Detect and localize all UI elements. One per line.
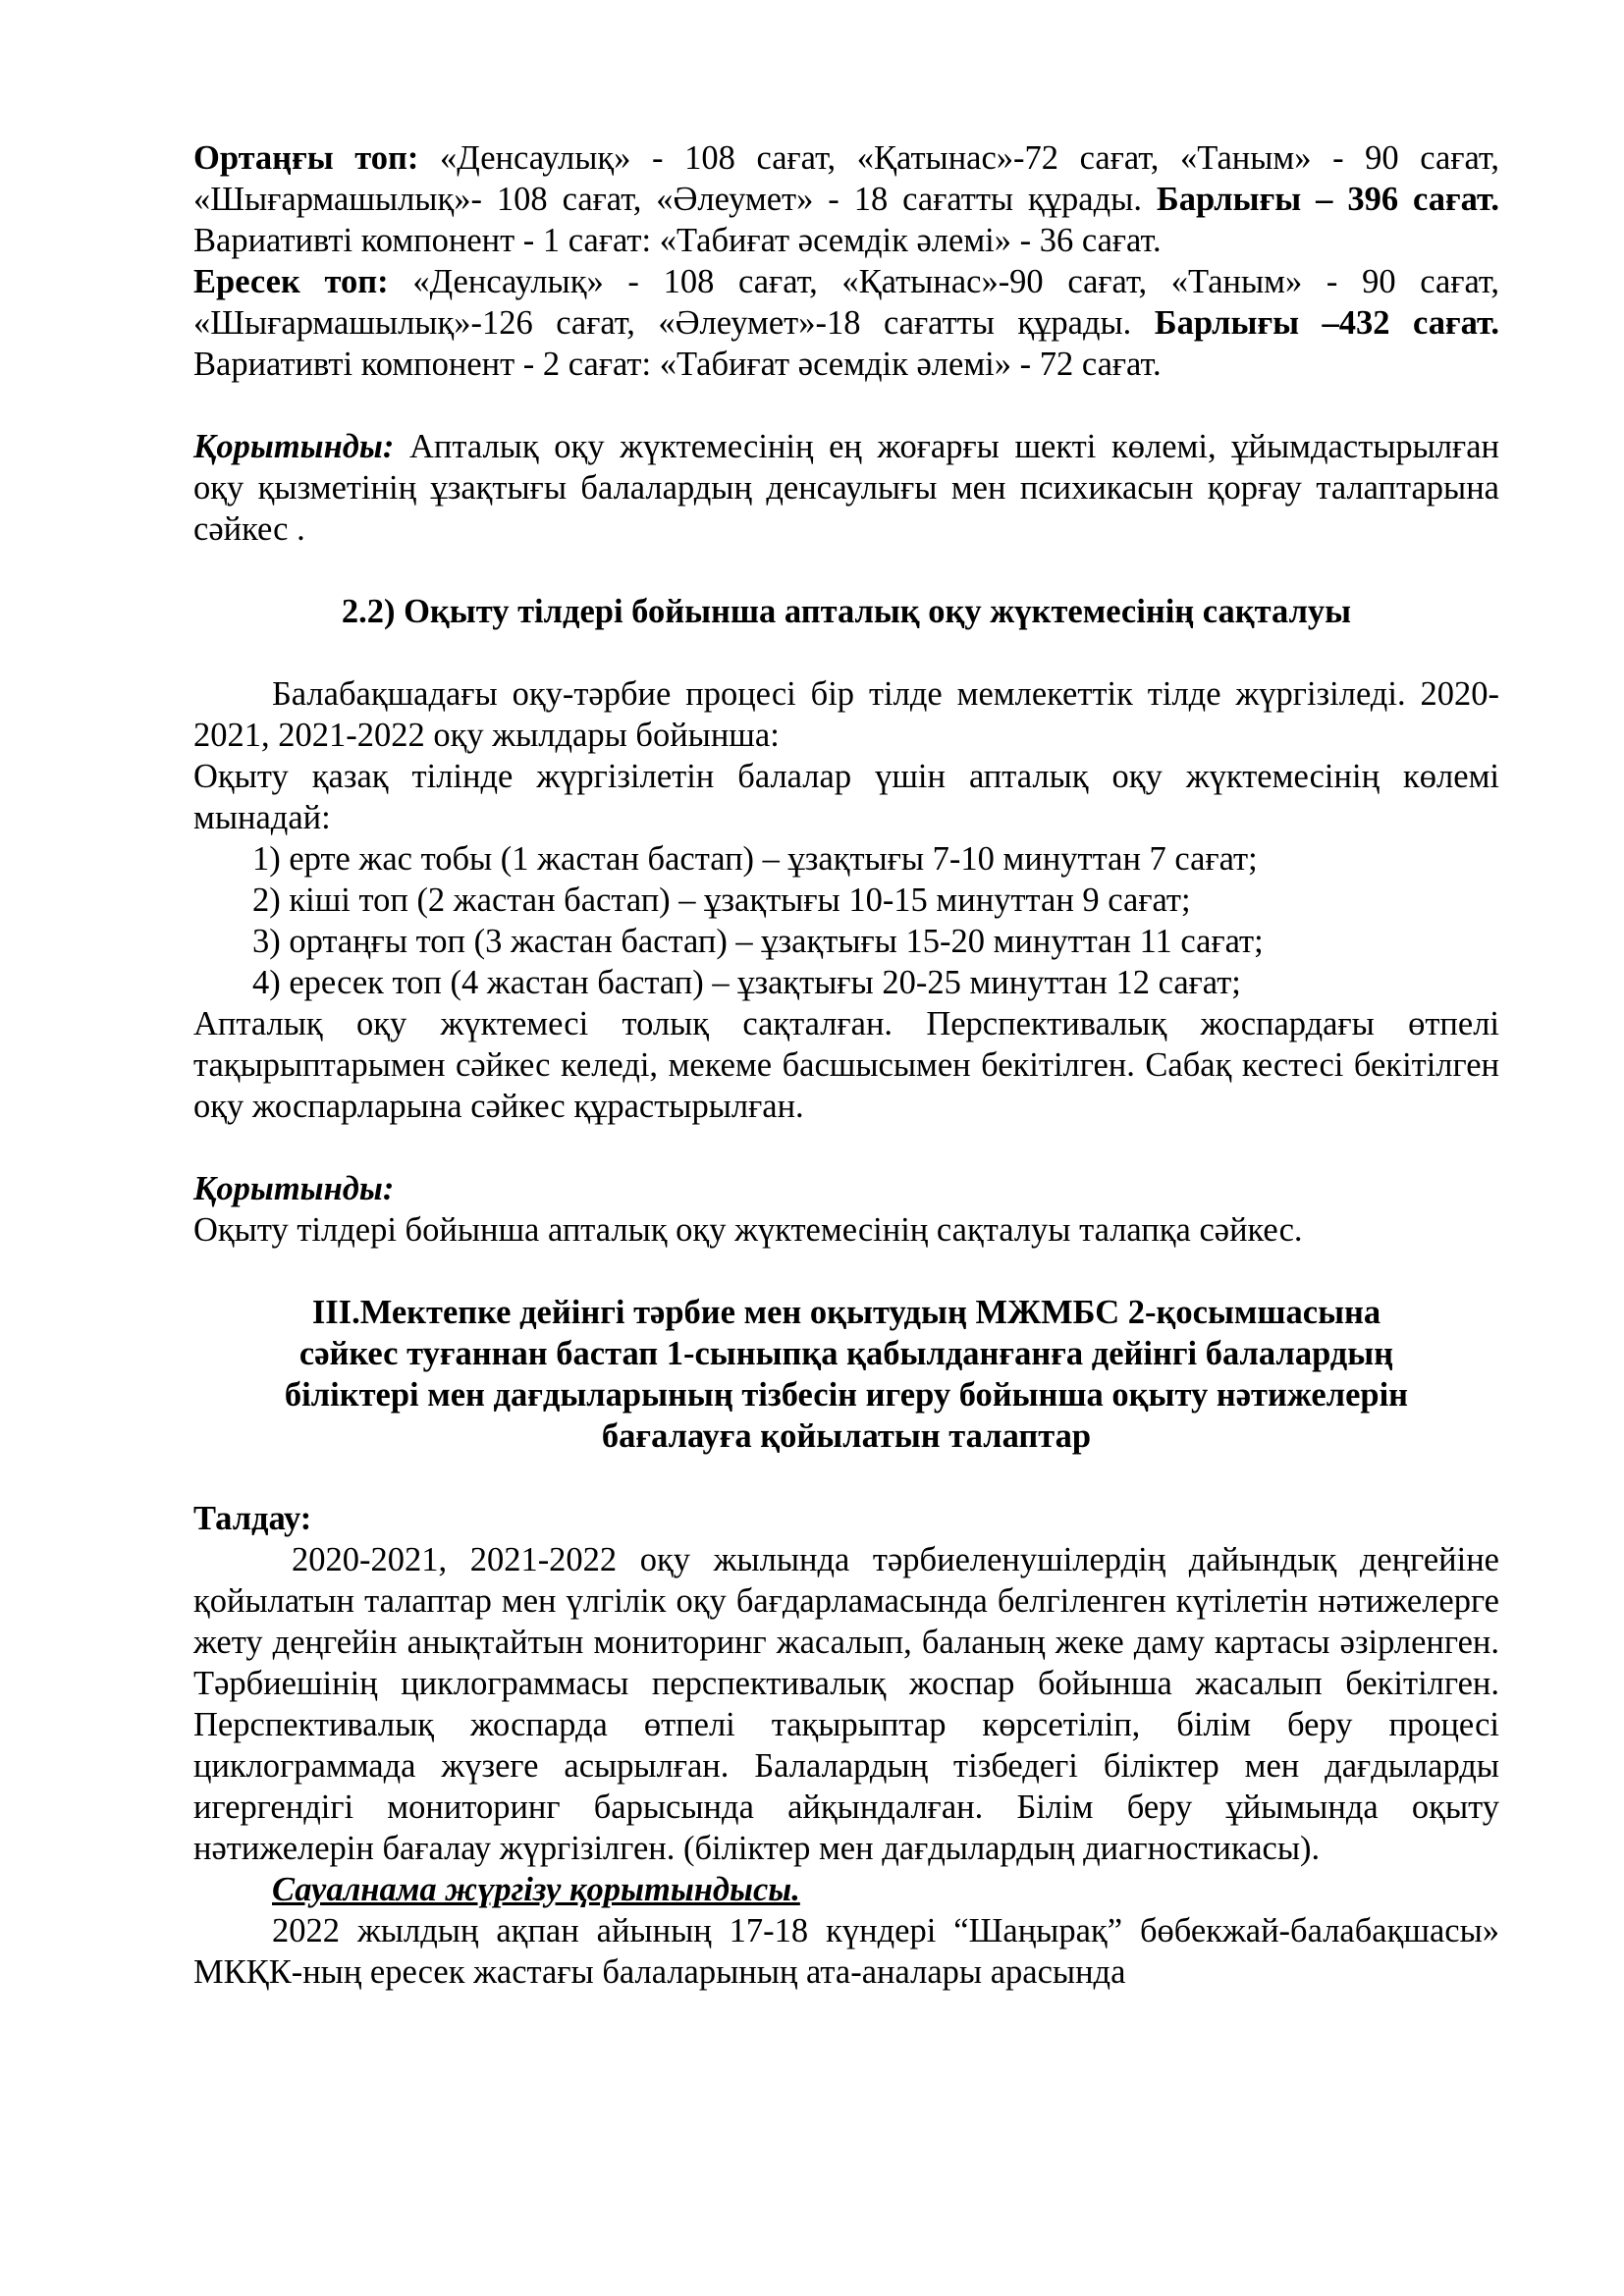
senior-group-label: Ересек топ:	[193, 263, 389, 300]
middle-group-total: Барлығы – 396 сағат.	[1156, 181, 1499, 218]
list-item: 2) кіші топ (2 жастан бастап) – ұзақтығы 10-15 минуттан 9 сағат;	[252, 881, 1191, 919]
conclusion-1-label: Қорытынды:	[193, 428, 395, 465]
middle-group-paragraph: Ортаңғы топ: «Денсаулық» - 108 сағат, «Қатынас»-72 сағат, «Таным» - 90 сағат, «Шығармашылық»- 108 сағат, «Әлеумет» - 18 сағатты құрады. Барлығы – 396 сағат. Вариативті компонент - 1 сағат: «Табиғат әсемдік әлемі» - 36 сағат.	[193, 139, 1499, 259]
section-2-2-paragraph-1: Балабақшадағы оқу-тәрбие процесі бір тілде мемлекеттік тілде жүргізіледі. 2020-2021, 2021-2022 оқу жылдары бойынша:	[193, 675, 1499, 754]
senior-group-paragraph: Ересек топ: «Денсаулық» - 108 сағат, «Қатынас»-90 сағат, «Таным» - 90 сағат, «Шығармашылық»-126 сағат, «Әлеумет»-18 сағатты құрады. Барлығы –432 сағат. Вариативті компонент - 2 сағат: «Табиғат әсемдік әлемі» - 72 сағат.	[193, 263, 1500, 383]
list-item: 4) ересек топ (4 жастан бастап) – ұзақтығы 20-25 минуттан 12 сағат;	[252, 964, 1241, 1001]
survey-title-line	[193, 1869, 1499, 1910]
middle-group-label: Ортаңғы топ:	[193, 139, 419, 177]
conclusion-1: Қорытынды: Апталық оқу жүктемесінің ең жоғарғы шекті көлемі, ұйымдастырылған оқу қызметінің ұзақтығы балалардың денсаулығы мен психикасын қорғау талаптарына сәйкес .	[193, 428, 1499, 548]
section-2-2-heading: 2.2) Оқыту тілдері бойынша апталық оқу жүктемесінің сақталуы	[341, 593, 1352, 630]
list-item: 1) ерте жас тобы (1 жастан бастап) – ұзақтығы 7-10 минуттан 7 сағат;	[252, 840, 1258, 878]
conclusion-2-text: Оқыту тілдері бойынша апталық оқу жүктемесінің сақталуы талапқа сәйкес.	[193, 1211, 1303, 1249]
analysis-paragraph: 2020-2021, 2021-2022 оқу жылында тәрбиеленушілердің дайындық деңгейіне қойылатын талаптар мен үлгілік оқу бағдарламасында белгіленген күтілетін нәтижелерге жету деңгейін анықтайтын мониторинг жасалып, баланың жеке даму картасы әзірленген. Тәрбиешінің циклограммасы перспективалық жоспар бойынша жасалып бекітілген. Перспективалық жоспарда өтпелі тақырыптар көрсетіліп, білім беру процесі циклограммада жүзеге асырылған. Балалардың тізбедегі біліктер мен дағдыларды игергендігі мониторинг барысында айқындалған. Білім беру ұйымында оқыту нәтижелерін бағалау жүргізілген. (біліктер мен дағдылардың диагностикасы).	[193, 1541, 1499, 1867]
section-2-2-paragraph-2: Оқыту қазақ тілінде жүргізілетін балалар үшін апталық оқу жүктемесінің көлемі мынадай:	[193, 758, 1499, 836]
survey-title: Сауалнама жүргізу қорытындысы.	[272, 1871, 800, 1908]
section-3-heading-line-1: ІІІ.Мектепке дейінгі тәрбие мен оқытудың МЖМБС 2-қосымшасына	[311, 1294, 1381, 1331]
section-2-2-paragraph-3: Апталық оқу жүктемесі толық сақталған. Перспективалық жоспардағы өтпелі тақырыптарымен сәйкес келеді, мекеме басшысымен бекітілген. Сабақ кестесі бекітілген оқу жоспарларына сәйкес құрастырылған.	[193, 1005, 1499, 1125]
analysis-label: Талдау:	[193, 1500, 312, 1537]
senior-group-total: Барлығы –432 сағат.	[1154, 304, 1499, 342]
section-3-heading-line-4: бағалауға қойылатын талаптар	[601, 1417, 1092, 1455]
document-page	[193, 137, 1499, 1993]
section-3-heading-line-3: біліктері мен дағдыларының тізбесін игеру бойынша оқыту нәтижелерін	[284, 1376, 1409, 1414]
section-3-heading-line-2: сәйкес туғаннан бастап 1-сыныпқа қабылданғанға дейінгі балалардың	[298, 1335, 1394, 1372]
list-item: 3) ортаңғы топ (3 жастан бастап) – ұзақтығы 15-20 минуттан 11 сағат;	[252, 923, 1264, 960]
conclusion-2-label: Қорытынды:	[193, 1170, 395, 1207]
survey-paragraph: 2022 жылдың ақпан айының 17-18 күндері “Шаңырақ” бөбекжай-балабақшасы» МКҚК-ның ересек жастағы балаларының ата-аналары арасында	[193, 1912, 1499, 1991]
analysis-label-line	[193, 1498, 1499, 1539]
conclusion-2-label-line	[193, 1168, 1499, 1209]
